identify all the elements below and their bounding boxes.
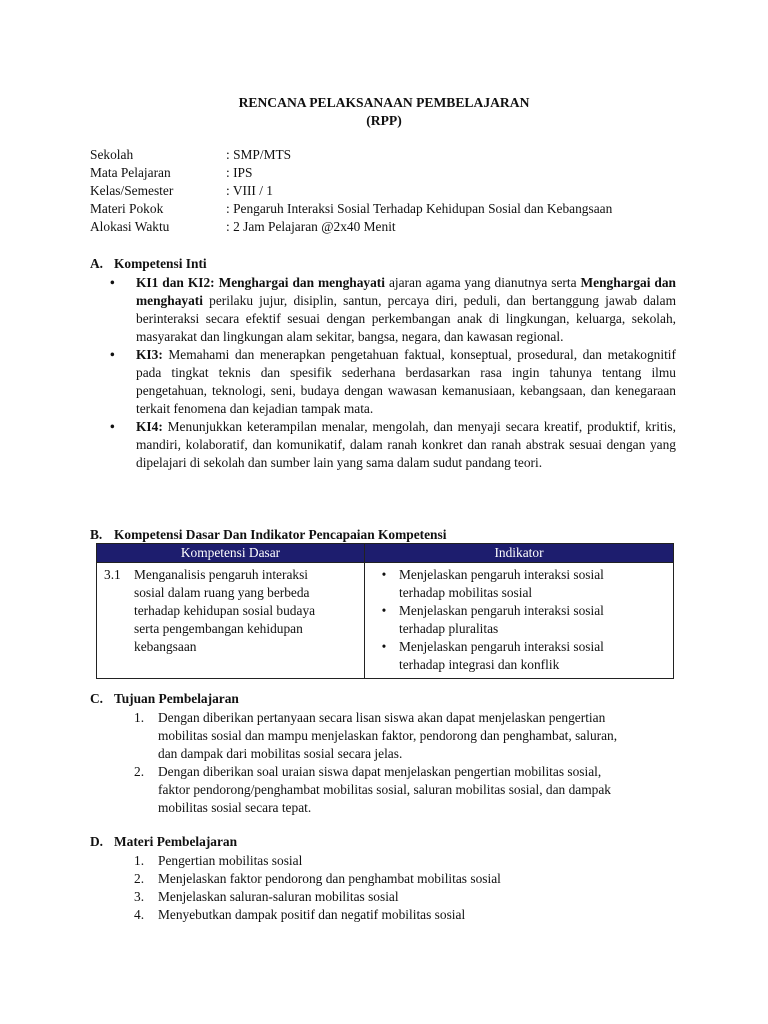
table-row xyxy=(97,563,674,679)
ki-text xyxy=(136,346,676,418)
item-number: 1. xyxy=(134,853,145,868)
section-letter: A. xyxy=(90,256,104,271)
ki-label: KI4: xyxy=(136,419,163,434)
kd-cell xyxy=(97,563,365,679)
list-item xyxy=(134,709,617,763)
meta-label: Sekolah xyxy=(90,147,134,162)
item-text xyxy=(158,709,617,763)
title-line-1: RENCANA PELAKSANAAN PEMBELAJARAN xyxy=(238,95,530,110)
item-number: 4. xyxy=(134,907,145,922)
meta-row-alokasi-waktu xyxy=(90,218,612,236)
section-c-heading xyxy=(90,690,239,708)
ki-label: KI1 dan KI2: xyxy=(136,275,215,290)
kd-indikator-table xyxy=(96,543,674,679)
ki-text xyxy=(136,418,676,472)
meta-label: Materi Pokok xyxy=(90,201,164,216)
list-item xyxy=(134,763,617,817)
meta-value: : SMP/MTS xyxy=(226,147,292,162)
list-item xyxy=(134,888,501,906)
indicator-line: terhadap pluralitas xyxy=(399,621,499,636)
section-d-heading xyxy=(90,833,237,851)
title-line-2: (RPP) xyxy=(366,113,402,128)
kompetensi-inti-list xyxy=(110,274,676,472)
meta-label: Kelas/Semester xyxy=(90,183,174,198)
indicator-line: Menjelaskan pengaruh interaksi sosial xyxy=(399,639,604,654)
kd-line: sosial dalam ruang yang berbeda xyxy=(134,585,310,600)
item-line: mobilitas sosial secara tepat. xyxy=(158,800,312,815)
meta-label: Mata Pelajaran xyxy=(90,165,171,180)
kd-text xyxy=(134,566,315,656)
header-indikator: Indikator xyxy=(365,544,674,563)
list-item xyxy=(110,274,676,346)
materi-list xyxy=(134,852,501,924)
kd-line: serta pengembangan kehidupan xyxy=(134,621,303,636)
ki-bold: Menghargai dan menghayati xyxy=(218,275,385,290)
bullet: • xyxy=(110,419,115,434)
meta-label: Alokasi Waktu xyxy=(90,219,170,234)
ki-body: Menunjukkan keterampilan menalar, mengolah, dan menyaji secara kreatif, produktif, kritis, mandiri, kolaboratif, dan komunikatif, dalam ranah konkret dan ranah abstrak sesuai dengan yang dipelajari di sekolah dan sumber lain yang sama dalam sudut pandang teori. xyxy=(136,419,676,470)
section-title: Kompetensi Inti xyxy=(114,256,207,271)
item-number: 2. xyxy=(134,764,145,779)
table-header-row xyxy=(97,544,674,563)
ki-body: Memahami dan menerapkan pengetahuan faktual, konseptual, prosedural, dan metakognitif pada tingkat teknis dan spesifik sederhana berdasarkan rasa ingin tahunya tentang ilmu pengetahuan, teknologi, seni, budaya dengan wawasan kemanusiaan, kebangsaan, dan kenegaraan terkait fenomena dan kejadian tampak mata. xyxy=(136,347,676,416)
indikator-cell xyxy=(365,563,674,679)
item-number: 3. xyxy=(134,889,145,904)
item-text: Menjelaskan faktor pendorong dan penghambat mobilitas sosial xyxy=(158,871,501,886)
ki-bold: Menghargai dan menghayati xyxy=(136,275,676,308)
list-item xyxy=(369,566,669,602)
list-item xyxy=(369,602,669,638)
section-letter: B. xyxy=(90,527,103,542)
kd-content xyxy=(101,566,360,656)
indicator-text xyxy=(399,638,604,674)
tujuan-list xyxy=(134,709,617,817)
item-text: Menyebutkan dampak positif dan negatif mobilitas sosial xyxy=(158,907,466,922)
section-title: Tujuan Pembelajaran xyxy=(114,691,239,706)
indicator-line: Menjelaskan pengaruh interaksi sosial xyxy=(399,567,604,582)
item-text: Menjelaskan saluran-saluran mobilitas sosial xyxy=(158,889,399,904)
kd-line: terhadap kehidupan sosial budaya xyxy=(134,603,316,618)
kd-line: kebangsaan xyxy=(134,639,197,654)
item-text xyxy=(158,763,617,817)
section-title: Kompetensi Dasar Dan Indikator Pencapaian Kompetensi xyxy=(114,527,447,542)
ki-label: KI3: xyxy=(136,347,163,362)
item-text: Pengertian mobilitas sosial xyxy=(158,853,303,868)
bullet: • xyxy=(381,603,387,618)
list-item xyxy=(134,852,501,870)
indicator-text xyxy=(399,602,604,638)
ki-body: perilaku jujur, disiplin, santun, percaya diri, peduli, dan bertanggung jawab dalam berinteraksi secara efektif sesuai dengan perkembangan anak di lingkungan, keluarga, sekolah, masyarakat dan lingkungan alam sekitar, bangsa, negara, dan kawasan regional. xyxy=(136,293,676,344)
kd-number: 3.1 xyxy=(104,567,121,582)
bullet: • xyxy=(381,639,387,654)
item-line: mobilitas sosial dan mampu menjelaskan faktor, pendorong dan penghambat, saluran, xyxy=(158,728,618,743)
section-letter: C. xyxy=(90,691,104,706)
identity-block xyxy=(90,146,612,236)
item-line: Dengan diberikan soal uraian siswa dapat menjelaskan pengertian mobilitas sosial, xyxy=(158,764,602,779)
list-item xyxy=(110,418,676,472)
bullet: • xyxy=(110,275,115,290)
document-title xyxy=(0,94,768,130)
ki-body: ajaran agama yang dianutnya serta xyxy=(384,275,581,290)
item-line: Dengan diberikan pertanyaan secara lisan siswa akan dapat menjelaskan pengertian xyxy=(158,710,606,725)
meta-value: : VIII / 1 xyxy=(226,183,273,198)
bullet: • xyxy=(110,347,115,362)
list-item xyxy=(134,870,501,888)
section-a-heading xyxy=(90,255,207,273)
meta-row-mata-pelajaran xyxy=(90,164,612,182)
meta-row-sekolah xyxy=(90,146,612,164)
meta-value: : IPS xyxy=(226,165,253,180)
indicator-text xyxy=(399,566,604,602)
meta-value: : Pengaruh Interaksi Sosial Terhadap Kehidupan Sosial dan Kebangsaan xyxy=(226,201,613,216)
header-kompetensi-dasar: Kompetensi Dasar xyxy=(97,544,365,563)
list-item xyxy=(134,906,501,924)
ki-text xyxy=(136,274,676,346)
bullet: • xyxy=(381,567,387,582)
item-number: 1. xyxy=(134,710,145,725)
item-line: dan dampak dari mobilitas sosial secara jelas. xyxy=(158,746,403,761)
indicator-line: terhadap mobilitas sosial xyxy=(399,585,533,600)
section-letter: D. xyxy=(90,834,104,849)
item-line: faktor pendorong/penghambat mobilitas sosial, saluran mobilitas sosial, dan dampak xyxy=(158,782,611,797)
item-number: 2. xyxy=(134,871,145,886)
list-item xyxy=(369,638,669,674)
section-b-heading xyxy=(90,526,446,544)
indicator-line: Menjelaskan pengaruh interaksi sosial xyxy=(399,603,604,618)
meta-row-materi-pokok xyxy=(90,200,612,218)
meta-value: : 2 Jam Pelajaran @2x40 Menit xyxy=(226,219,396,234)
indicator-line: terhadap integrasi dan konflik xyxy=(399,657,560,672)
kd-line: Menganalisis pengaruh interaksi xyxy=(134,567,309,582)
meta-row-kelas-semester xyxy=(90,182,612,200)
list-item xyxy=(110,346,676,418)
section-title: Materi Pembelajaran xyxy=(114,834,238,849)
